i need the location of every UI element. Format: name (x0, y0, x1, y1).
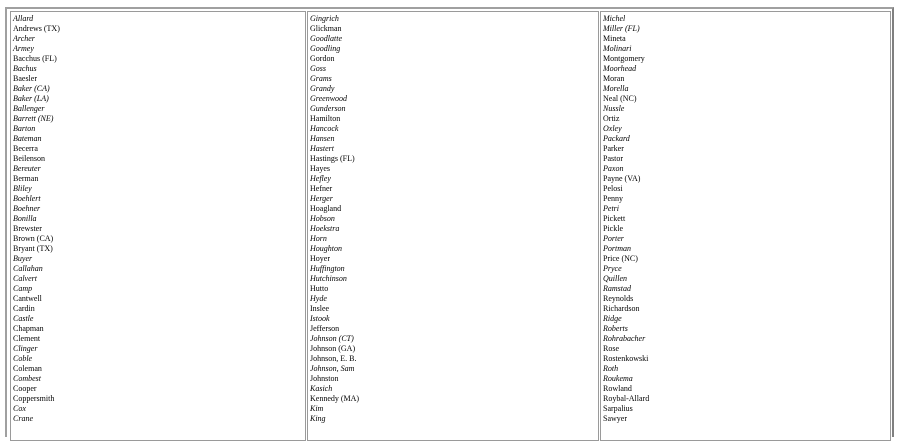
member-name: Moran (603, 74, 625, 83)
member-name: Coble (13, 354, 33, 363)
member-name: Jefferson (310, 324, 340, 333)
member-name: Boehlert (13, 194, 41, 203)
member-name: Becerra (13, 144, 38, 153)
member-name: Ortiz (603, 114, 620, 123)
member-name: Johnston (310, 374, 339, 383)
column-3 (600, 11, 891, 441)
member-name: Cardin (13, 304, 35, 313)
member-name: Combest (13, 374, 41, 383)
member-name: Hayes (310, 164, 330, 173)
member-name: Gingrich (310, 14, 339, 23)
member-name: Pickle (603, 224, 623, 233)
member-name: Morella (603, 84, 629, 93)
member-name: Boehner (13, 204, 41, 213)
member-name: Sawyer (603, 414, 627, 423)
member-name: Pickett (603, 214, 626, 223)
member-name: Istook (310, 314, 330, 323)
member-name: Andrews (TX) (13, 24, 60, 33)
member-name: Allard (13, 14, 34, 23)
member-name: Miller (FL) (603, 24, 640, 33)
member-name: Archer (13, 34, 35, 43)
member-name: Kim (310, 404, 324, 413)
member-name: Parker (603, 144, 624, 153)
member-name: Roberts (603, 324, 628, 333)
member-name: Baesler (13, 74, 37, 83)
member-name: Michel (603, 14, 626, 23)
member-name: Kennedy (MA) (310, 394, 360, 403)
member-name: Houghton (310, 244, 342, 253)
member-name: Rowland (603, 384, 632, 393)
member-name: Hutchinson (310, 274, 347, 283)
member-name: Roybal-Allard (603, 394, 650, 403)
member-name: Baker (CA) (13, 84, 50, 93)
member-name: Bryant (TX) (13, 244, 53, 253)
member-name: Barrett (NE) (13, 114, 54, 123)
member-name: Montgomery (603, 54, 645, 63)
member-name: Johnson, Sam (310, 364, 355, 373)
member-name: Richardson (603, 304, 640, 313)
member-name: Rose (603, 344, 619, 353)
member-name: Roth (603, 364, 619, 373)
member-name: King (310, 414, 326, 423)
member-name: Grams (310, 74, 332, 83)
member-name: Camp (13, 284, 33, 293)
member-name: Greenwood (310, 94, 348, 103)
member-name: Bliley (13, 184, 32, 193)
member-name: Hastings (FL) (310, 154, 355, 163)
member-name: Hancock (310, 124, 339, 133)
member-name: Hoekstra (310, 224, 340, 233)
member-name: Molinari (603, 44, 632, 53)
member-name: Ballenger (13, 104, 45, 113)
member-name: Bateman (13, 134, 42, 143)
member-name: Glickman (310, 24, 342, 33)
member-name: Ridge (603, 314, 622, 323)
member-name: Portman (603, 244, 631, 253)
member-name: Huffington (310, 264, 345, 273)
member-name: Armey (13, 44, 34, 53)
member-name: Ramstad (603, 284, 631, 293)
member-name: Porter (603, 234, 624, 243)
member-name: Hobson (310, 214, 335, 223)
member-name: Goodlatte (310, 34, 342, 43)
member-name: Clinger (13, 344, 38, 353)
member-name: Bonilla (13, 214, 37, 223)
member-name: Gordon (310, 54, 335, 63)
member-name: Roukema (603, 374, 633, 383)
member-name: Payne (VA) (603, 174, 641, 183)
member-name: Horn (310, 234, 327, 243)
column-2 (307, 11, 599, 441)
member-name: Hoagland (310, 204, 342, 213)
member-name: Hoyer (310, 254, 330, 263)
member-name: Packard (603, 134, 630, 143)
column-1 (10, 11, 306, 441)
member-name: Cox (13, 404, 26, 413)
member-name: Pastor (603, 154, 623, 163)
member-name: Barton (13, 124, 36, 133)
member-name: Rostenkowski (603, 354, 649, 363)
member-name: Penny (603, 194, 623, 203)
member-name: Castle (13, 314, 34, 323)
member-name: Goss (310, 64, 327, 73)
member-name: Price (NC) (603, 254, 638, 263)
member-name: Sarpalius (603, 404, 633, 413)
member-name: Kasich (310, 384, 333, 393)
member-name: Brown (CA) (13, 234, 54, 243)
member-name: Petri (603, 204, 619, 213)
member-name: Herger (310, 194, 333, 203)
member-name: Mineta (603, 34, 626, 43)
member-name: Johnson (GA) (310, 344, 356, 353)
member-name: Calvert (13, 274, 37, 283)
member-name: Bacchus (FL) (13, 54, 57, 63)
member-name: Coppersmith (13, 394, 55, 403)
member-name: Gunderson (310, 104, 346, 113)
member-name: Hansen (310, 134, 335, 143)
member-name: Clement (13, 334, 41, 343)
member-name: Oxley (603, 124, 622, 133)
vote-table (5, 7, 894, 437)
member-name: Baker (LA) (13, 94, 49, 103)
member-name: Buyer (13, 254, 33, 263)
member-name: Chapman (13, 324, 44, 333)
member-name: Moorhead (603, 64, 637, 73)
member-name: Hastert (310, 144, 334, 153)
member-name: Brewster (13, 224, 42, 233)
member-name: Berman (13, 174, 39, 183)
member-name: Nussle (603, 104, 625, 113)
member-name: Inslee (310, 304, 330, 313)
member-name: Reynolds (603, 294, 634, 303)
member-name: Goodling (310, 44, 341, 53)
member-name: Paxon (603, 164, 624, 173)
member-name: Quillen (603, 274, 627, 283)
member-name: Cantwell (13, 294, 42, 303)
member-name: Hyde (310, 294, 327, 303)
member-name: Beilenson (13, 154, 45, 163)
member-name: Bachus (13, 64, 37, 73)
member-name: Pryce (603, 264, 622, 273)
member-name: Hefner (310, 184, 333, 193)
member-name: Grandy (310, 84, 335, 93)
member-name: Hutto (310, 284, 329, 293)
member-name: Pelosi (603, 184, 623, 193)
member-name: Callahan (13, 264, 43, 273)
member-name: Neal (NC) (603, 94, 637, 103)
member-name: Hefley (310, 174, 331, 183)
member-name: Cooper (13, 384, 37, 393)
member-name: Johnson, E. B. (310, 354, 357, 363)
member-name: Hamilton (310, 114, 341, 123)
member-name: Bereuter (13, 164, 41, 173)
member-name: Rohrabacher (603, 334, 646, 343)
member-name: Crane (13, 414, 33, 423)
member-name: Johnson (CT) (310, 334, 354, 343)
member-name: Coleman (13, 364, 42, 373)
